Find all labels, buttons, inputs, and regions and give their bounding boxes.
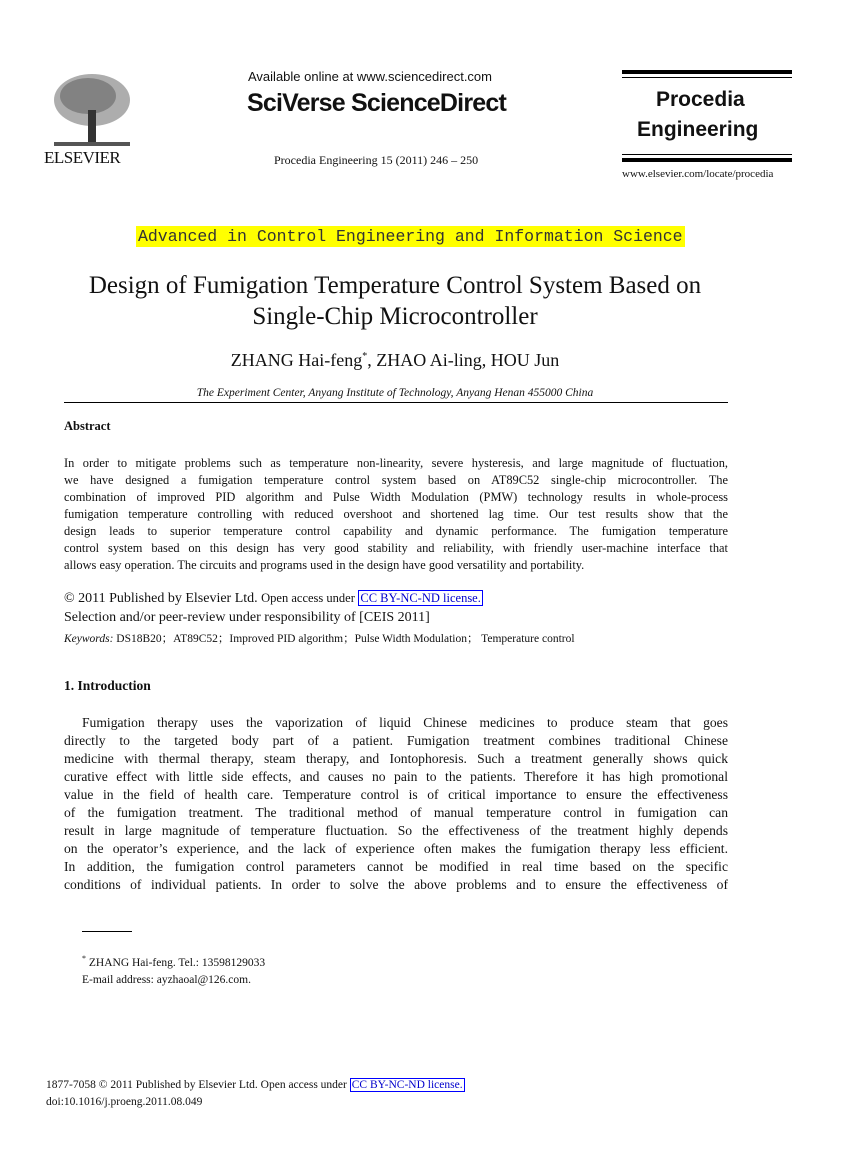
license-link[interactable]: CC BY-NC-ND license. (360, 591, 481, 605)
footer (46, 1077, 465, 1111)
text-line: we have designed a fumigation temperature control system based on AT89C52 single-chip microcontroller. The (64, 473, 728, 487)
text-line: control system based on this design has very good stability and reliability, with friendly user-machine interface that (64, 541, 728, 555)
copyright-text: © 2011 Published by Elsevier Ltd. (64, 591, 258, 606)
text-line: allows easy operation. The circuits and programs used in the design have good versatility and portability. (64, 558, 585, 572)
elsevier-logo-text: ELSEVIER (44, 148, 121, 167)
abstract-heading: Abstract (64, 419, 111, 433)
text-line: of the fumigation treatment. The traditional method of manual temperature control in fumigation can (64, 805, 728, 820)
open-access-text: Open access under (261, 591, 355, 605)
footer-doi: doi:10.1016/j.proeng.2011.08.049 (46, 1096, 203, 1108)
peer-review: Selection and/or peer-review under responsibility of [CEIS 2011] (64, 610, 430, 625)
journal-logo-line1: Procedia (656, 88, 745, 111)
divider (64, 402, 728, 403)
title-line-1: Design of Fumigation Temperature Control System Based on (88, 272, 702, 299)
text-line: value in the field of health care. Temperature control is of critical importance to ensure the effectiveness (64, 787, 728, 802)
paper-title (0, 270, 790, 332)
elsevier-tree-icon (48, 70, 136, 150)
footnote-line-2: E-mail address: ayzhaoal@126.com. (82, 973, 251, 986)
authors (0, 350, 790, 371)
footnote-rule (82, 931, 132, 932)
footnote (82, 950, 265, 989)
introduction-body (64, 714, 728, 894)
footer-issn: 1877-7058 © 2011 Published by Elsevier Ltd. Open access under (46, 1079, 347, 1091)
logo-rule (622, 158, 792, 162)
text-line: medicine with thermal therapy, steam therapy, and Iontophoresis. Such a treatment generally shows quick (64, 751, 728, 766)
text-line: In order to mitigate problems such as temperature non-linearity, severe hysteresis, and large magnitude of fluctuation, (64, 456, 728, 470)
author-first: ZHANG Hai-feng (230, 350, 363, 370)
text-line: result in large magnitude of temperature fluctuation. So the effectiveness of the treatment highly depends (64, 823, 728, 838)
footer-license-link[interactable]: CC BY-NC-ND license. (351, 1079, 463, 1091)
text-line: design leads to superior temperature control capability and dynamic performance. The fumigation temperature (64, 524, 728, 538)
author-rest: , ZHAO Ai-ling, HOU Jun (367, 350, 560, 370)
keywords-text: DS18B20；AT89C52；Improved PID algorithm；Pulse Width Modulation； Temperature control (116, 633, 575, 645)
author-mark: * (362, 351, 368, 362)
text-line: Fumigation therapy uses the vaporization of liquid Chinese medicines to produce steam that goes (82, 715, 728, 730)
logo-rule (622, 70, 792, 74)
keywords-label: Keywords: (64, 633, 114, 645)
available-online: Available online at www.sciencedirect.com (248, 69, 492, 84)
text-line: curative effect with little side effects, and causes no pain to the patients. Therefore it has high promotional (64, 769, 728, 784)
elsevier-logo (44, 70, 136, 167)
text-line: conditions of individual patients. In order to solve the above problems and to ensure the effectiveness of (64, 877, 728, 892)
copyright (64, 591, 483, 607)
section-banner: Advanced in Control Engineering and Information Science (138, 227, 683, 246)
footnote-line-1: ZHANG Hai-feng. Tel.: 13598129033 (86, 956, 266, 969)
title-line-2: Single-Chip Microcontroller (252, 303, 538, 330)
text-line: In addition, the fumigation control parameters cannot be modified in real time based on the specific (64, 859, 728, 874)
abstract-body (64, 455, 728, 574)
logo-rule (622, 154, 792, 155)
text-line: fumigation temperature controlling with reduced overshoot and shortened lag time. Our test results show that the (64, 507, 728, 521)
introduction-heading: 1. Introduction (64, 678, 151, 693)
journal-logo-line2: Engineering (637, 118, 759, 141)
affiliation: The Experiment Center, Anyang Institute of Technology, Anyang Henan 455000 China (196, 387, 594, 399)
logo-rule (622, 77, 792, 78)
keywords (64, 630, 575, 646)
text-line: combination of improved PID algorithm and Pulse Width Modulation (PMW) technology results in whole-process (64, 490, 728, 504)
journal-url: www.elsevier.com/locate/procedia (622, 168, 774, 180)
footnote-mark: * (82, 954, 86, 963)
journal-citation: Procedia Engineering 15 (2011) 246 – 250 (274, 153, 479, 167)
text-line: directly to the targeted body part of a patient. Fumigation treatment combines traditional Chinese (64, 733, 728, 748)
sciverse-logo: SciVerse ScienceDirect (247, 89, 506, 117)
text-line: on the operator’s experience, and the lack of experience often makes the fumigation therapy less efficient. (64, 841, 728, 856)
